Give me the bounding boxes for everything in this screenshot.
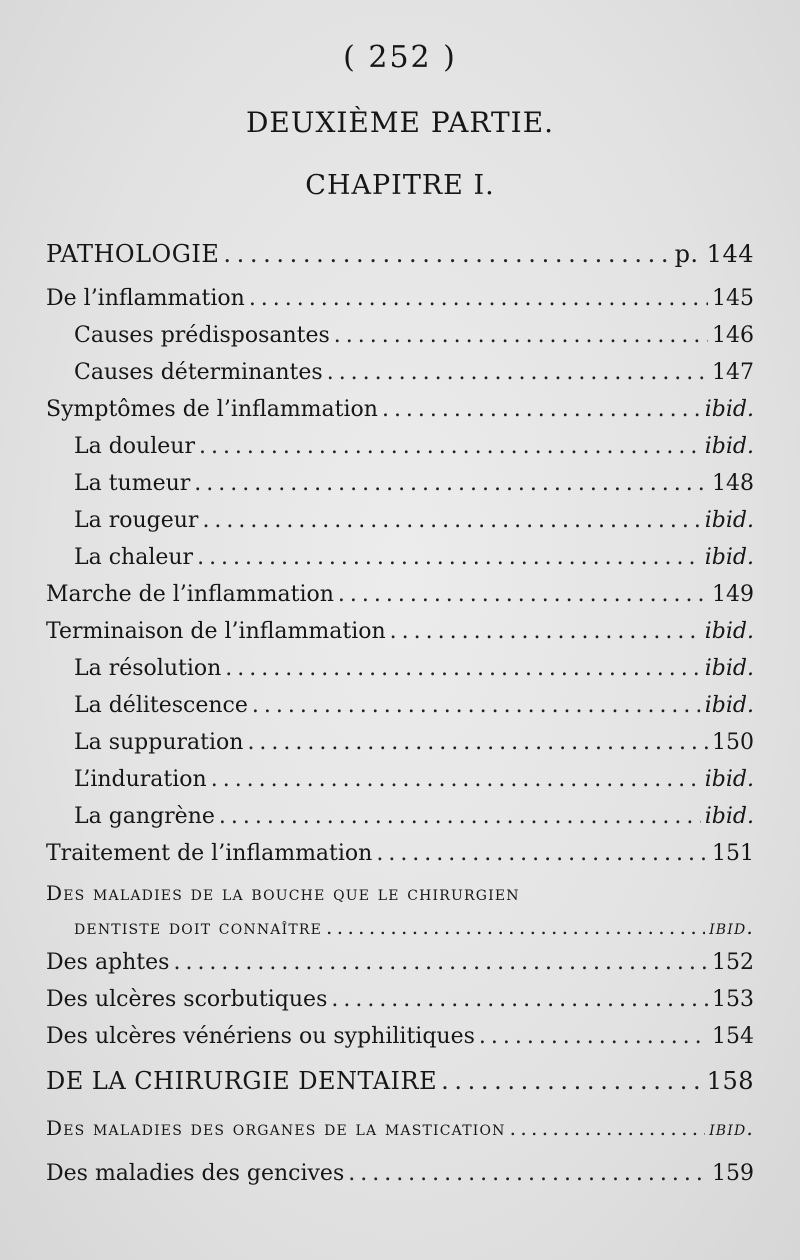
toc-entry-page: p. 144 — [674, 240, 754, 268]
toc-entry-page: 147 — [712, 360, 754, 385]
toc-entry-label: De l’inflammation — [46, 286, 245, 311]
toc-entry-mouth-heading-line1 — [46, 876, 754, 910]
toc-entry — [46, 798, 754, 835]
toc-entry — [46, 1018, 754, 1055]
toc-entry-page: ibid. — [704, 656, 754, 681]
leader-dots — [390, 613, 701, 650]
toc-entry-label: Des ulcères vénériens ou syphilitiques — [46, 1024, 475, 1049]
toc-entry-page: 150 — [712, 730, 754, 755]
leader-dots — [376, 835, 708, 872]
toc-entry-label: Causes déterminantes — [74, 360, 323, 385]
toc-entry-label: La douleur — [74, 434, 195, 459]
toc-entry-label: Symptômes de l’inflammation — [46, 397, 378, 422]
part-title: DEUXIÈME PARTIE. — [245, 106, 555, 139]
toc-entry — [46, 944, 754, 981]
leader-dots — [225, 650, 700, 687]
toc-entry — [46, 761, 754, 798]
toc-entry-page: ibid. — [704, 767, 754, 792]
leader-dots — [197, 539, 701, 576]
toc-entry-label: L’induration — [74, 767, 207, 792]
leader-dots — [219, 798, 701, 835]
leader-dots — [247, 724, 708, 761]
toc-entry-label: Terminaison de l’inflammation — [46, 619, 386, 644]
toc-entry — [46, 539, 754, 576]
toc-entry — [46, 613, 754, 650]
toc-entry-label: Des aphtes — [46, 950, 170, 975]
toc-entry-label: Marche de l’inflammation — [46, 582, 334, 607]
toc-entry-label: DE LA CHIRURGIE DENTAIRE — [46, 1067, 438, 1095]
toc-entry-label: La tumeur — [74, 471, 191, 496]
toc-entry-page: 148 — [712, 471, 754, 496]
toc-list-mouth — [46, 944, 754, 1055]
toc-entry-mastication-organs — [46, 1107, 754, 1149]
leader-dots — [199, 428, 701, 465]
toc-entry-page: ibid. — [709, 915, 754, 939]
toc-entry — [46, 228, 754, 280]
toc-entry-label: Des ulcères scorbutiques — [46, 987, 328, 1012]
toc-entry-gums — [46, 1155, 754, 1192]
toc-entry-label: dentiste doit connaître — [74, 915, 323, 939]
toc-entry-page: ibid. — [704, 804, 754, 829]
leader-dots — [326, 910, 705, 944]
toc-entry-label: La rougeur — [74, 508, 199, 533]
toc-entry-page: 152 — [712, 950, 754, 975]
table-of-contents — [46, 228, 754, 1192]
toc-entry-page: 151 — [712, 841, 754, 866]
toc-entry-page: 146 — [712, 323, 754, 348]
toc-entry-label: Des maladies des organes de la mastication — [46, 1116, 506, 1140]
leader-dots — [252, 687, 701, 724]
toc-entry-label: PATHOLOGIE — [46, 240, 220, 268]
toc-entry-label: Des maladies de la bouche que le chirurgien — [46, 881, 520, 905]
leader-dots — [348, 1155, 708, 1192]
leader-dots — [441, 1055, 703, 1107]
leader-dots — [211, 761, 701, 798]
toc-entry — [46, 502, 754, 539]
leader-dots — [510, 1107, 705, 1149]
chapter-title: CHAPITRE I. — [305, 170, 495, 201]
leader-dots — [338, 576, 708, 613]
toc-entry-page: ibid. — [709, 1116, 754, 1140]
toc-entry-label: La chaleur — [74, 545, 194, 570]
leader-dots — [223, 228, 670, 280]
toc-entry — [46, 576, 754, 613]
leader-dots — [173, 944, 708, 981]
toc-entry — [46, 317, 754, 354]
toc-entry-label: Des maladies des gencives — [46, 1161, 345, 1186]
leader-dots — [327, 354, 708, 391]
leader-dots — [479, 1018, 708, 1055]
toc-entry-page: 145 — [712, 286, 754, 311]
toc-entry-label: La délitescence — [74, 693, 248, 718]
toc-entry-page: ibid. — [704, 545, 754, 570]
toc-entry-page: 154 — [712, 1024, 754, 1049]
toc-entry-dental-surgery — [46, 1055, 754, 1107]
toc-entry — [46, 428, 754, 465]
toc-entry-page: 159 — [712, 1161, 754, 1186]
toc-entry — [46, 391, 754, 428]
leader-dots — [194, 465, 708, 502]
leader-dots — [331, 981, 708, 1018]
page-number: ( 252 ) — [343, 40, 457, 75]
toc-entry-label: La résolution — [74, 656, 222, 681]
leader-dots — [334, 317, 708, 354]
toc-entry-label: Causes prédisposantes — [74, 323, 330, 348]
toc-entry — [46, 650, 754, 687]
toc-entry — [46, 724, 754, 761]
toc-entry-page: ibid. — [704, 693, 754, 718]
toc-entry-page: 149 — [712, 582, 754, 607]
leader-dots — [249, 280, 708, 317]
toc-entry-label: Traitement de l’inflammation — [46, 841, 373, 866]
toc-entry — [46, 835, 754, 872]
toc-entry — [46, 280, 754, 317]
leader-dots — [202, 502, 700, 539]
toc-entry-label: La gangrène — [74, 804, 215, 829]
toc-entry-page: ibid. — [704, 434, 754, 459]
toc-entry — [46, 354, 754, 391]
toc-entry — [46, 687, 754, 724]
toc-entry — [46, 465, 754, 502]
toc-entry-page: ibid. — [704, 508, 754, 533]
toc-entry-label: La suppuration — [74, 730, 244, 755]
toc-entry-page: ibid. — [704, 619, 754, 644]
toc-entry-page: ibid. — [704, 397, 754, 422]
toc-list-pathology — [46, 228, 754, 872]
toc-entry — [46, 981, 754, 1018]
toc-entry-page: 153 — [712, 987, 754, 1012]
leader-dots — [382, 391, 701, 428]
toc-entry-page: 158 — [706, 1067, 754, 1095]
toc-entry-mouth-heading-line2 — [46, 910, 754, 944]
